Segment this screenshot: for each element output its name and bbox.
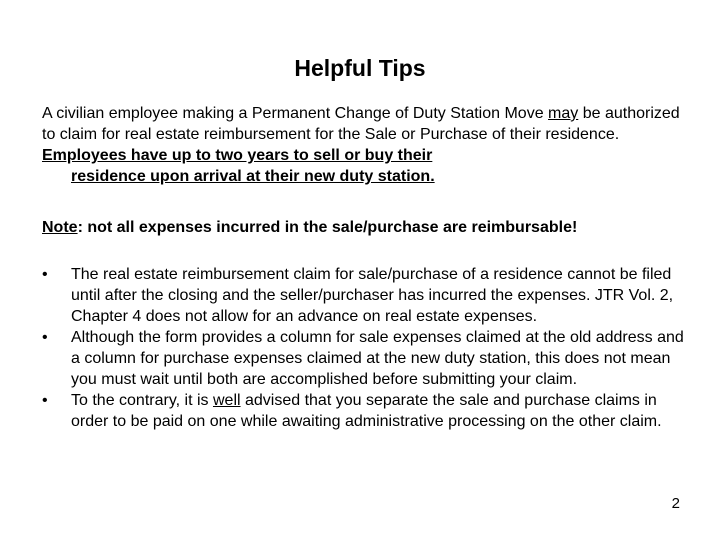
intro-emphasis-line-1: Employees have up to two years to sell or buy their [42,147,433,164]
bullet-text-before: To the contrary, it is [71,392,213,409]
bullet-text: Although the form provides a column for sale expenses claimed at the old address and a column for purchase expenses claimed at the new duty station, this does not mean you must wait until both are accomplished before submitting your claim. [71,329,684,388]
intro-emphasis-line-2: residence upon arrival at their new duty station. [71,168,435,185]
tips-bullet-list [42,264,692,432]
intro-text-2: be authorized to claim for real estate reimbursement for the Sale or Purchase of their residence. [42,105,680,143]
intro-text-1: A civilian employee making a Permanent Change of Duty Station Move [42,105,549,122]
intro-paragraph [42,103,692,187]
bullet-text-after: advised that you separate the sale and purchase claims in order to be paid on one while awaiting administrative processing on the other claim. [71,392,662,430]
intro-may-underlined: may [548,105,579,122]
list-item [42,264,692,327]
list-item [42,390,692,432]
bullet-icon: • [42,392,48,409]
bullet-text: The real estate reimbursement claim for sale/purchase of a residence cannot be filed until after the closing and the seller/purchaser has incurred the expenses. JTR Vol. 2, Chapter 4 does not allow for an advance on real estate expenses. [71,266,674,325]
page-number: 2 [671,495,680,512]
bullet-icon: • [42,266,48,283]
list-item [42,327,692,390]
note-line [42,217,692,239]
bullet-icon: • [42,329,48,346]
note-text: : not all expenses incurred in the sale/purchase are reimbursable! [77,219,578,236]
intro-emphasis-indent [42,166,692,187]
page-title: Helpful Tips [294,55,426,81]
note-label: Note [42,219,78,236]
bullet-well-underlined: well [212,392,241,409]
